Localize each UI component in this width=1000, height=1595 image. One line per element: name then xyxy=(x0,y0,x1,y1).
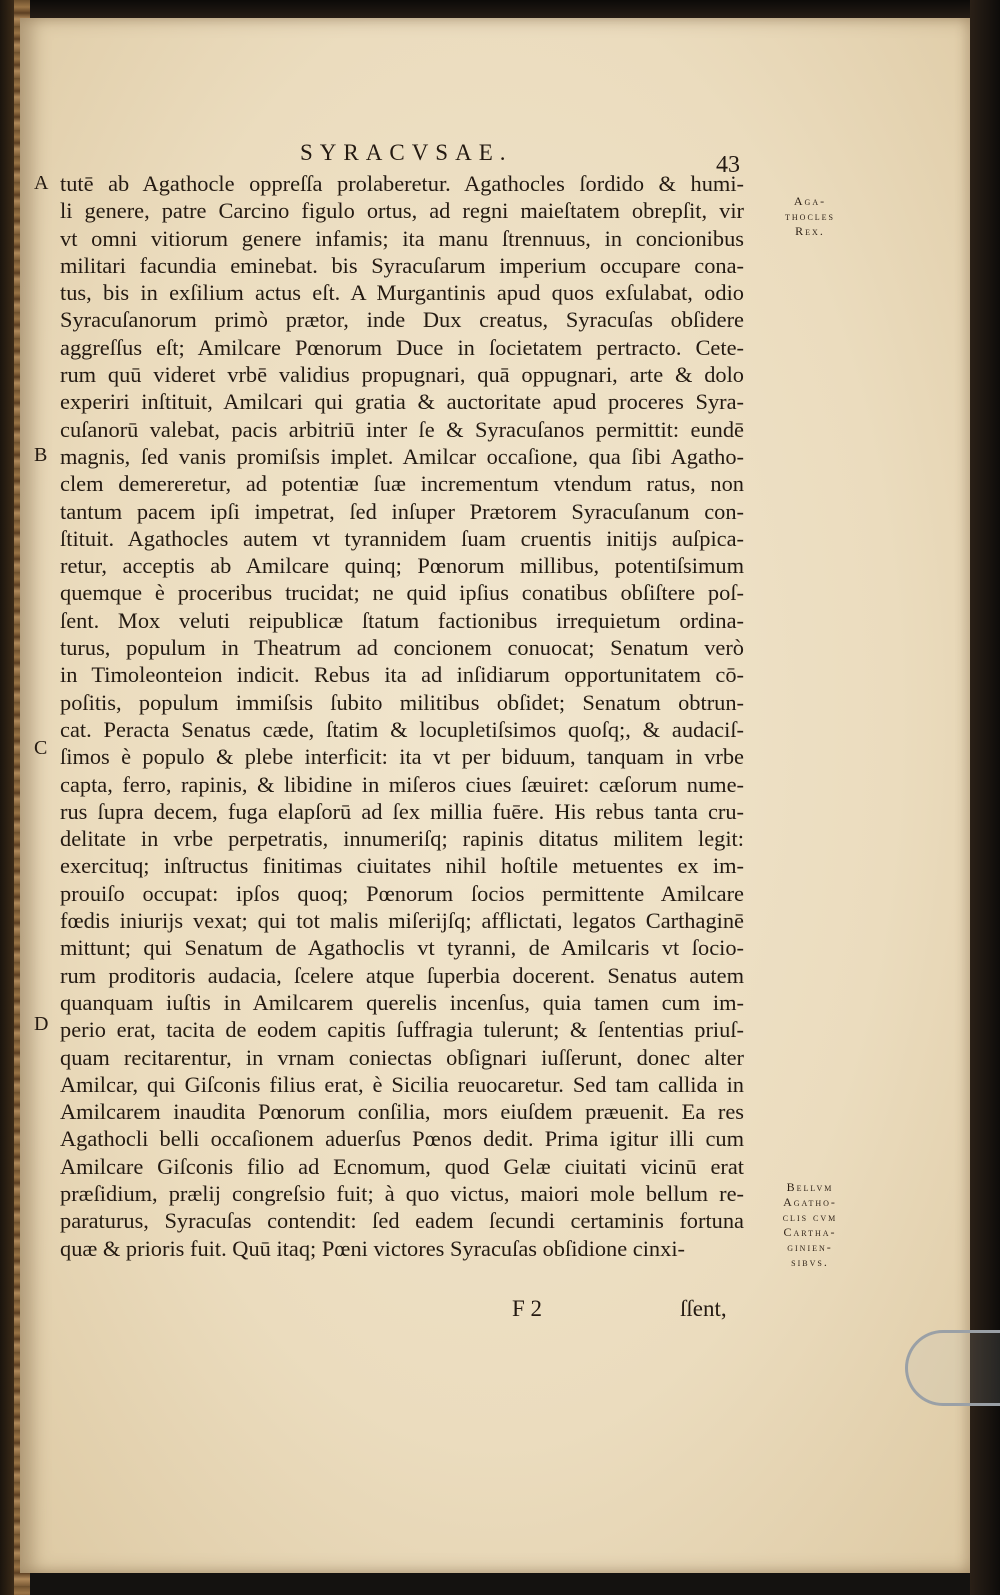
text-line: rum proditoris audacia, ſcelere atque ſuperbia docerent. Senatus autem xyxy=(60,962,744,988)
text-line: mittunt; qui Senatum de Agathoclis vt tyranni, de Amilcaris vt ſocio- xyxy=(60,935,744,961)
text-line: quæ & prioris fuit. Quū itaq; Pœni victores Syracuſas obſidione cinxi- xyxy=(60,1235,685,1261)
text-line: exercituq; inſtructus finitimas ciuitates nihil hoſtile metuentes ex im- xyxy=(60,853,744,879)
body-text xyxy=(60,170,744,1262)
text-line: turus, populum in Theatrum ad concionem conuocat; Senatum verò xyxy=(60,635,744,661)
section-letter-c: C xyxy=(34,737,48,759)
section-letter-a: A xyxy=(34,172,49,194)
section-letter-d: D xyxy=(34,1013,49,1035)
marginal-line: Aga- xyxy=(793,194,827,208)
text-line: perio erat, tacita de eodem capitis ſuffragia tulerunt; & ſententias priuſ- xyxy=(60,1017,744,1043)
marginal-line: Cartha- xyxy=(783,1225,837,1239)
text-line: rus ſupra decem, fuga elapſorū ad ſex millia fuēre. His rebus tanta cru- xyxy=(60,798,744,824)
marginal-line: Rex. xyxy=(795,224,825,238)
marginal-line: ginien- xyxy=(787,1240,833,1254)
text-line: aggreſſus eſt; Amilcare Pœnorum Duce in ſocietatem pertracto. Cete- xyxy=(60,334,744,360)
text-line: rum quū videret vrbē validius propugnari, quā oppugnari, arte & dolo xyxy=(60,362,744,388)
text-line: prouiſo occupat: ipſos quoq; Pœnorum ſocios permittente Amilcare xyxy=(60,880,744,906)
text-line: magnis, ſed vanis promiſsis implet. Amilcar occaſione, qua ſibi Agatho- xyxy=(60,443,744,469)
section-letter-b: B xyxy=(34,444,48,466)
text-line: cuſanorū valebat, pacis arbitriū inter ſe & Syracuſanos permittit: eundē xyxy=(60,416,744,442)
signature-mark: F 2 xyxy=(512,1296,543,1321)
book-binding-shadow xyxy=(0,0,14,1595)
text-line: tus, bis in exſilium actus eſt. A Murgantinis apud quos exſulabat, odio xyxy=(60,280,744,306)
text-line: poſitis, populum immiſsis ſubito militibus obſidet; Senatum obtrun- xyxy=(60,689,744,715)
text-line: præſidium, prælij congreſsio fuit; à quo victus, maiori mole bellum re- xyxy=(60,1180,744,1206)
page-number: 43 xyxy=(716,152,740,178)
text-line: delitate in vrbe perpetratis, innumeriſq; rapinis ditatus militem legit: xyxy=(60,826,744,852)
marginal-line: sibvs. xyxy=(791,1255,829,1269)
text-line: vt omni vitiorum genere infamis; ita manu ſtrennuus, in concionibus xyxy=(60,225,744,251)
text-line: tutē ab Agathocle oppreſſa prolaberetur. Agathocles ſordido & humi- xyxy=(60,171,744,196)
text-line: ſimos è populo & plebe interficit: ita vt per biduum, tanquam in vrbe xyxy=(60,744,744,770)
marginal-line: Bellvm xyxy=(786,1180,834,1194)
text-line: Agathocli belli occaſionem aduerſus Pœnos dedit. Prima igitur illi cum xyxy=(60,1126,744,1152)
running-header: SYRACVSAE. xyxy=(300,140,513,165)
text-line: Syracuſanorum primò prætor, inde Dux creatus, Syracuſas obſidere xyxy=(60,307,744,333)
page-clip xyxy=(905,1330,1000,1406)
marginal-line: clis cvm xyxy=(782,1210,838,1224)
marginal-line: Agatho- xyxy=(783,1195,837,1209)
text-line: Amilcar, qui Giſconis filius erat, è Sicilia reuocaretur. Sed tam callida in xyxy=(60,1071,744,1097)
text-line: tantum pacem ipſi impetrat, ſed inſuper Prætorem Syracuſanum con- xyxy=(60,498,744,524)
text-line: fœdis iniurijs vexat; qui tot malis miſerijſq; afflictati, legatos Carthaginē xyxy=(60,908,744,934)
text-line: experiri inſtituit, Amilcari qui gratia & auctoritate apud proceres Syra- xyxy=(60,389,744,415)
text-line: in Timoleonteion indicit. Rebus ita ad inſidiarum opportunitatem cō- xyxy=(60,662,744,688)
marginal-note-agathocles xyxy=(760,194,860,239)
text-line: quanquam iuſtis in Amilcarem querelis incenſus, quia tamen cum im- xyxy=(60,989,744,1015)
text-line: Amilcarem inaudita Pœnorum conſilia, mors eiuſdem præuenit. Ea res xyxy=(60,1099,744,1125)
text-line: quam recitarentur, in vrnam coniectas obſignari iuſſerunt, donec alter xyxy=(60,1044,744,1070)
marginal-note-bellum xyxy=(760,1180,860,1270)
catchword: ſſent, xyxy=(680,1296,727,1321)
marginal-line: thocles xyxy=(785,209,835,223)
text-line: ſtituit. Agathocles autem vt tyrannidem ſuam cruentis initijs auſpica- xyxy=(60,525,744,551)
text-line: retur, acceptis ab Amilcare quinq; Pœnorum millibus, potentiſsimum xyxy=(60,553,744,579)
text-line: cat. Peracta Senatus cæde, ſtatim & locupletiſsimos quoſq;, & audaciſ- xyxy=(60,716,744,742)
text-line: ſent. Mox veluti reipublicæ ſtatum factionibus irrequietum ordina- xyxy=(60,607,744,633)
text-line: quemque è proceribus trucidat; ne quid ipſius conatibus obſiſtere poſ- xyxy=(60,580,744,606)
text-line: paraturus, Syracuſas contendit: ſed eadem ſecundi certaminis fortuna xyxy=(60,1208,744,1234)
text-line: capta, ferro, rapinis, & libidine in miſeros ciues ſæuiret: cæſorum nume- xyxy=(60,771,744,797)
text-line: li genere, patre Carcino figulo ortus, ad regni maieſtatem obrepſit, vir xyxy=(60,198,744,224)
text-line: Amilcare Giſconis filio ad Ecnomum, quod Gelæ ciuitati vicinū erat xyxy=(60,1153,744,1179)
text-line: clem demereretur, ad potentiæ ſuæ incrementum vtendum ratus, non xyxy=(60,471,744,497)
text-line: militari facundia eminebat. bis Syracuſarum imperium occupare cona- xyxy=(60,252,744,278)
